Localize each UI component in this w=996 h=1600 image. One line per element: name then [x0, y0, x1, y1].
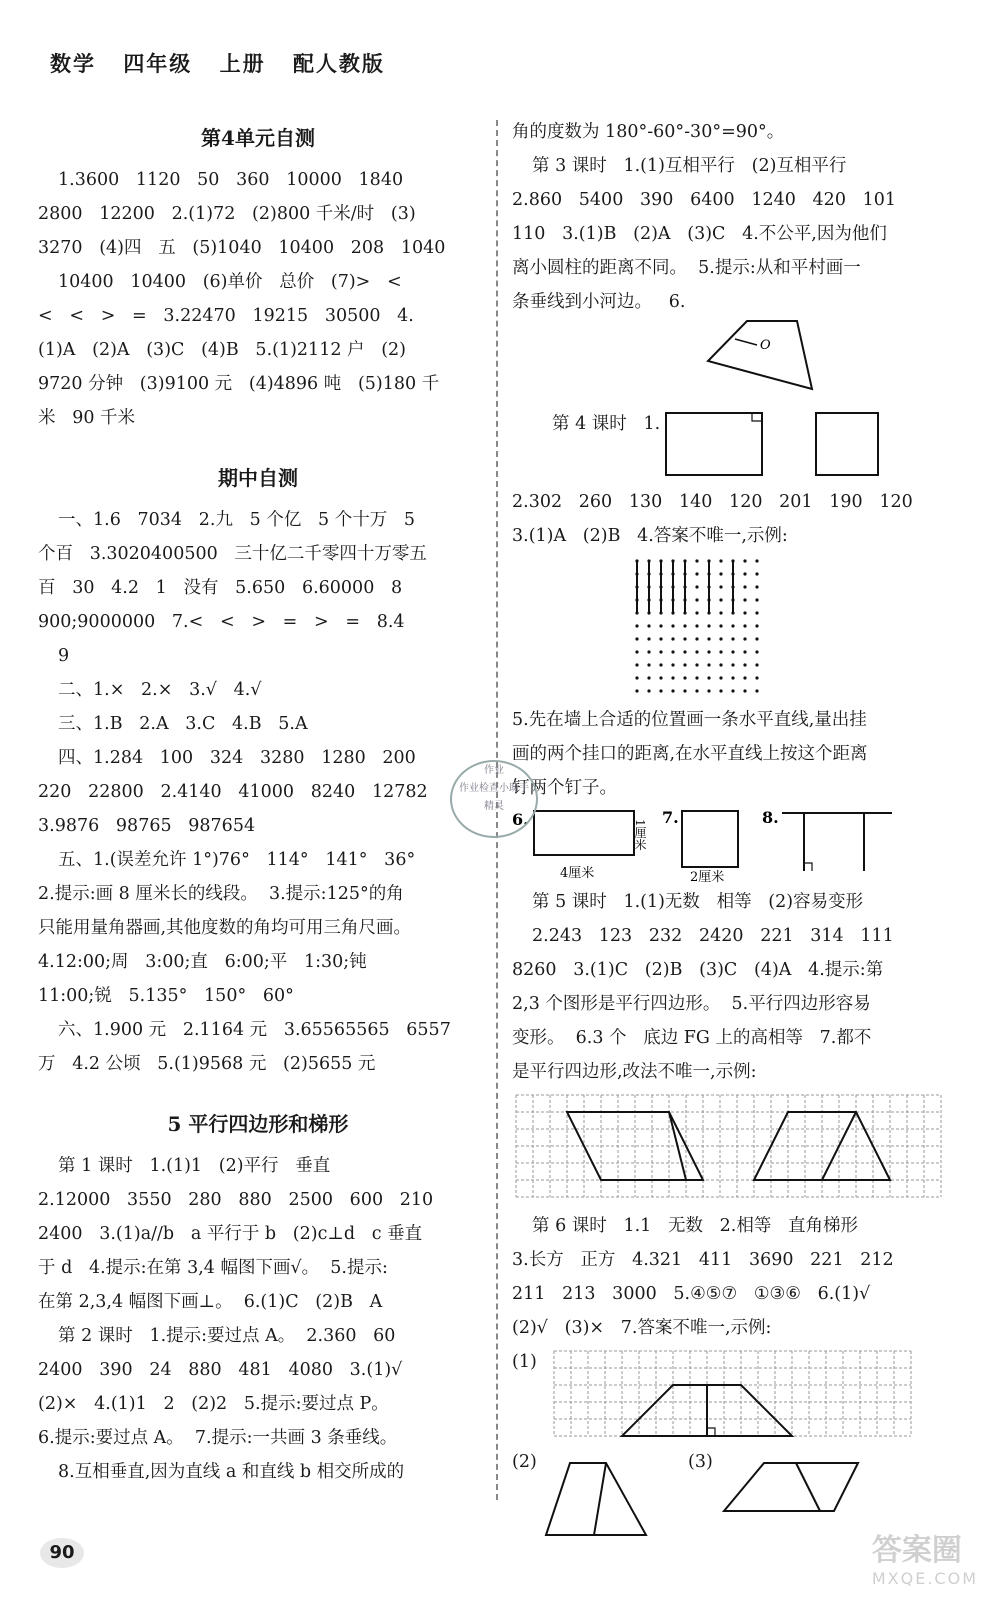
grid-dot [719, 650, 722, 653]
grid-dot [707, 663, 710, 666]
grid-dot [743, 676, 746, 679]
example-1-label: (1) [512, 1352, 537, 1372]
measure-figures [512, 805, 972, 885]
parallelogram-grid-figure [512, 1089, 952, 1209]
grid-dot [719, 624, 722, 627]
grid-dot [671, 650, 674, 653]
answer-line: 第 2 课时 1.提示:要过点 A。 2.360 60 [58, 1326, 396, 1346]
answer-line: 2.860 5400 390 6400 1240 420 101 [512, 190, 897, 210]
answer-line: 900;9000000 7.< < > = > = 8.4 [38, 612, 405, 632]
unit5-title: 5 平行四边形和梯形 [167, 1112, 349, 1136]
example-3-label: (3) [688, 1452, 713, 1472]
grid-dot [683, 624, 686, 627]
header-grade: 四年级 [123, 51, 193, 76]
left-column [38, 115, 478, 1489]
dot-grid-figure [512, 553, 972, 703]
answer-line: 1.3600 1120 50 360 10000 1840 [58, 170, 404, 190]
square-shape [816, 413, 878, 475]
grid-dot [743, 559, 746, 562]
split-line-2 [594, 1463, 606, 1535]
grid-dot [731, 689, 734, 692]
grid-dot [719, 611, 722, 614]
answer-line: 四、1.284 100 324 3280 1280 200 [58, 748, 416, 768]
answer-line: 10400 10400 (6)单价 总价 (7)> < [58, 272, 402, 292]
grid-dot [707, 689, 710, 692]
grid-dot [695, 585, 698, 588]
grid-dot [707, 624, 710, 627]
grid-dot [755, 585, 758, 588]
header-edition: 配人教版 [292, 51, 385, 76]
grid-dot [659, 624, 662, 627]
grid-dot [695, 624, 698, 627]
grid-dot [695, 559, 698, 562]
grid-dot [683, 650, 686, 653]
answer-line: 8260 3.(1)C (2)B (3)C (4)A 4.提示:第 [512, 960, 884, 980]
grid-dot [731, 676, 734, 679]
right-angle-mark [707, 1428, 715, 1436]
answer-line: 2400 390 24 880 481 4080 3.(1)√ [38, 1360, 403, 1380]
answer-line: 3.(1)A (2)B 4.答案不唯一,示例: [512, 526, 788, 546]
answer-line: 万 4.2 公顷 5.(1)9568 元 (2)5655 元 [38, 1054, 376, 1074]
grid-dot [743, 572, 746, 575]
grid-dot [719, 663, 722, 666]
grid-dot [707, 637, 710, 640]
answer-line: 3270 (4)四 五 (5)1040 10400 208 1040 [38, 238, 446, 258]
right-angle-mark [804, 863, 812, 871]
grid-dot [755, 650, 758, 653]
grid-dot [743, 689, 746, 692]
grid-dot [719, 637, 722, 640]
right-angle-mark [752, 413, 762, 421]
grid-dot [671, 676, 674, 679]
stamp-line-2: 作业检查小助手 [459, 783, 529, 794]
split-line-3 [796, 1463, 820, 1511]
answer-line: 角的度数为 180°-60°-30°=90°。 [512, 122, 785, 142]
point-o-label: O [760, 338, 771, 353]
answer-line: 9 [58, 646, 70, 666]
stamp-seal [450, 760, 538, 838]
answer-line: 2.12000 3550 280 880 2500 600 210 [38, 1190, 434, 1210]
answer-line: 钉两个钉子。 [512, 778, 617, 798]
grid-dot [755, 663, 758, 666]
answer-line: 2400 3.(1)a//b a 平行于 b (2)c⊥d c 垂直 [38, 1224, 423, 1244]
answer-line: 6.提示:要过点 A。 7.提示:一共画 3 条垂线。 [38, 1428, 398, 1448]
answer-line: 第 3 课时 1.(1)互相平行 (2)互相平行 [532, 156, 847, 176]
answer-line: 个百 3.3020400500 三十亿二千零四十万零五 [38, 544, 427, 564]
answer-line: 三、1.B 2.A 3.C 4.B 5.A [58, 714, 308, 734]
answer-line: 9720 分钟 (3)9100 元 (4)4896 吨 (5)180 千 [38, 374, 440, 394]
grid-dot [707, 676, 710, 679]
unit5-answers [38, 1149, 478, 1489]
grid-dot [755, 598, 758, 601]
answer-line: 条垂线到小河边。 6. [512, 292, 686, 312]
fig6-number: 6. [512, 810, 529, 829]
grid-dot [671, 624, 674, 627]
fig6-width-label: 4厘米 [560, 866, 595, 881]
grid-dot [695, 637, 698, 640]
grid-dot [635, 689, 638, 692]
grid-dot [659, 650, 662, 653]
lesson4-figures [512, 399, 972, 485]
grid-dot [647, 650, 650, 653]
answer-line: 二、1.× 2.× 3.√ 4.√ [58, 680, 262, 700]
page-number: 90 [40, 1538, 84, 1568]
header-subject: 数学 [50, 51, 96, 76]
grid-dot [659, 676, 662, 679]
fig6-height-label: 1厘米 [633, 819, 647, 851]
rectangle-4x1 [534, 811, 634, 855]
grid-dot [683, 637, 686, 640]
fig7-number: 7. [662, 808, 679, 827]
grid-dot [695, 650, 698, 653]
answer-line: 2.提示:画 8 厘米长的线段。 3.提示:125°的角 [38, 884, 404, 904]
midterm-title: 期中自测 [218, 466, 298, 490]
answer-line: (2)√ (3)× 7.答案不唯一,示例: [512, 1318, 772, 1338]
page-header [50, 48, 403, 78]
grid-dot [683, 663, 686, 666]
grid-dot [755, 676, 758, 679]
answer-line: 变形。 6.3 个 底边 FG 上的高相等 7.都不 [512, 1028, 872, 1048]
answer-line: 211 213 3000 5.④⑤⑦ ①③⑥ 6.(1)√ [512, 1284, 871, 1304]
grid-dot [659, 663, 662, 666]
answer-line: 2.302 260 130 140 120 201 190 120 [512, 492, 913, 512]
grid-dot [635, 663, 638, 666]
rectangles-figure [662, 411, 982, 481]
square-2cm [682, 811, 738, 867]
answer-line: < < > = 3.22470 19215 30500 4. [38, 306, 414, 326]
grid-dot [635, 624, 638, 627]
answer-line: 画的两个挂口的距离,在水平直线上按这个距离 [512, 744, 868, 764]
grid-dot [719, 572, 722, 575]
answer-line: 米 90 千米 [38, 408, 136, 428]
answer-line: 8.互相垂直,因为直线 a 和直线 b 相交所成的 [58, 1462, 405, 1482]
answer-line: 百 30 4.2 1 没有 5.650 6.60000 8 [38, 578, 403, 598]
lesson4-heading: 第 4 课时 1. [552, 414, 661, 434]
trapezoid-figure [512, 319, 972, 399]
grid-dot [647, 676, 650, 679]
grid-dot [719, 676, 722, 679]
grid-dot [659, 637, 662, 640]
grid-dot [731, 663, 734, 666]
answer-line: 一、1.6 7034 2.九 5 个亿 5 个十万 5 [58, 510, 416, 530]
grid-dot [695, 572, 698, 575]
answer-line: 第 6 课时 1.1 无数 2.相等 直角梯形 [532, 1216, 859, 1236]
answer-line: 离小圆柱的距离不同。 5.提示:从和平村画一 [512, 258, 861, 278]
answer-line: 于 d 4.提示:在第 3,4 幅图下画√。 5.提示: [38, 1258, 388, 1278]
answer-line: 220 22800 2.4140 41000 8240 12782 [38, 782, 428, 802]
answer-line: 3.长方 正方 4.321 411 3690 221 212 [512, 1250, 894, 1270]
answer-line: (1)A (2)A (3)C (4)B 5.(1)2112 户 (2) [38, 340, 406, 360]
answer-line: 是平行四边形,改法不唯一,示例: [512, 1062, 757, 1082]
grid-dot [719, 585, 722, 588]
right-column [512, 115, 972, 1541]
fig8-number: 8. [762, 808, 779, 827]
perpendicular-line [735, 339, 757, 345]
grid-dot [659, 689, 662, 692]
answer-line: 五、1.(误差允许 1°)76° 114° 141° 36° [58, 850, 416, 870]
grid-dot [743, 650, 746, 653]
grid-dot [707, 650, 710, 653]
answer-line: 3.9876 98765 987654 [38, 816, 256, 836]
grid-dot [695, 598, 698, 601]
grid-dot [755, 559, 758, 562]
watermark-title: 答案圈 [871, 1533, 962, 1568]
grid-dot [635, 637, 638, 640]
answer-line: 4.12:00;周 3:00;直 6:00;平 1:30;钝 [38, 952, 367, 972]
grid-dot [731, 650, 734, 653]
grid-dot [683, 676, 686, 679]
grid-dot [755, 624, 758, 627]
grid-dot [671, 637, 674, 640]
watermark [872, 1525, 978, 1588]
answer-line: 第 1 课时 1.(1)1 (2)平行 垂直 [58, 1156, 331, 1176]
grid-dot [755, 572, 758, 575]
answer-line: 第 5 课时 1.(1)无数 相等 (2)容易变形 [532, 892, 864, 912]
grid-dot [695, 663, 698, 666]
grid-dot [683, 689, 686, 692]
example-2-label: (2) [512, 1452, 537, 1472]
grid-dot [695, 611, 698, 614]
trapezoid-shape [708, 321, 812, 389]
grid-dot [743, 637, 746, 640]
answer-line: 只能用量角器画,其他度数的角均可用三角尺画。 [38, 918, 412, 938]
answer-line: 5.先在墙上合适的位置画一条水平直线,量出挂 [512, 710, 867, 730]
grid-dot [731, 637, 734, 640]
stamp-line-3: 精灵 [484, 801, 504, 812]
grid-dot [635, 676, 638, 679]
grid-dot [647, 663, 650, 666]
answer-line: 在第 2,3,4 幅图下画⊥。 6.(1)C (2)B A [38, 1292, 383, 1312]
fig7-label: 2厘米 [690, 870, 725, 885]
grid-dot [755, 611, 758, 614]
answer-line: 110 3.(1)B (2)A (3)C 4.不公平,因为他们 [512, 224, 887, 244]
answer-line: 六、1.900 元 2.1164 元 3.65565565 6557 [58, 1020, 451, 1040]
grid-dot [743, 611, 746, 614]
rectangle-shape [666, 413, 762, 475]
answer-line: 11:00;锐 5.135° 150° 60° [38, 986, 294, 1006]
grid-dot [719, 689, 722, 692]
stamp-line-1: 作业 [484, 765, 504, 776]
grid-dot [647, 689, 650, 692]
grid-dot [719, 559, 722, 562]
unit4-answers [38, 163, 478, 435]
answer-line: 2.243 123 232 2420 221 314 111 [532, 926, 894, 946]
trapezoid-grid-figure [552, 1349, 932, 1439]
watermark-url: MXQE.COM [871, 1569, 978, 1588]
trapezoid-example-1 [512, 1345, 972, 1441]
answer-line: 2,3 个图形是平行四边形。 5.平行四边形容易 [512, 994, 871, 1014]
grid-dot [731, 624, 734, 627]
grid-dot [695, 676, 698, 679]
grid-dot [671, 663, 674, 666]
midterm-answers [38, 503, 478, 1081]
grid-dot [743, 624, 746, 627]
grid-dot [755, 689, 758, 692]
grid-dot [743, 598, 746, 601]
answer-line: 2800 12200 2.(1)72 (2)800 千米/时 (3) [38, 204, 416, 224]
grid-dot [719, 598, 722, 601]
grid-dot [647, 637, 650, 640]
grid-dot [755, 637, 758, 640]
answer-line: (2)× 4.(1)1 2 (2)2 5.提示:要过点 P。 [38, 1394, 389, 1414]
grid-dot [743, 585, 746, 588]
grid-dot [743, 663, 746, 666]
grid-dot [671, 689, 674, 692]
grid-dot [695, 689, 698, 692]
grid-dot [647, 624, 650, 627]
header-volume: 上册 [219, 51, 266, 76]
grid-dot [635, 650, 638, 653]
trapezoid-3 [724, 1463, 858, 1511]
unit4-title: 第4单元自测 [201, 126, 315, 150]
